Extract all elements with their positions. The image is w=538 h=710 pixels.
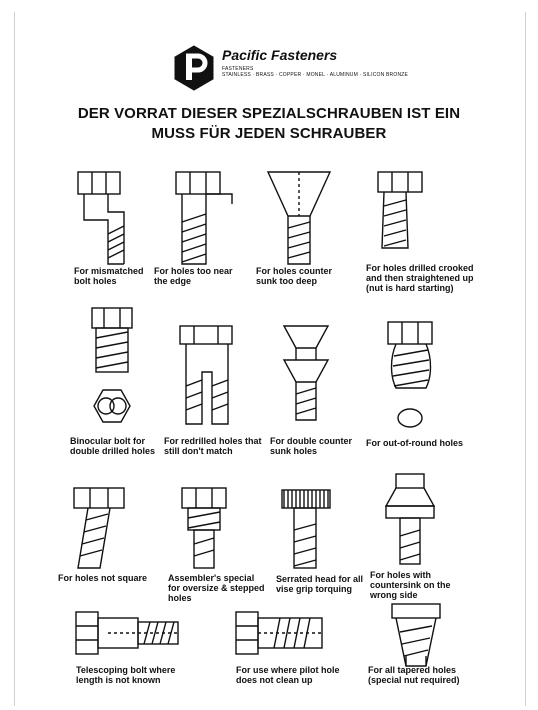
crooked-hole-bolt-drawing — [378, 172, 422, 248]
telescoping-bolt-drawing — [76, 612, 178, 654]
caption-holes-near-edge: For holes too near the edge — [154, 266, 233, 286]
binocular-bolt-drawing — [92, 308, 132, 422]
caption-out-of-round: For out-of-round holes — [366, 438, 463, 448]
headline-line-2: MUSS FÜR JEDEN SCHRAUBER — [151, 125, 387, 142]
redrilled-bolt-drawing — [180, 326, 232, 424]
tapered-hole-bolt-drawing — [392, 604, 440, 666]
caption-tapered-holes: For all tapered holes (special nut required) — [368, 665, 460, 685]
brand-subline-text: FASTENERS — [222, 66, 254, 72]
pilot-hole-bolt-drawing — [236, 612, 322, 654]
wrong-countersink-bolt-drawing — [386, 474, 434, 564]
brand-materials: STAINLESS · BRASS · COPPER · MONEL · ALUMINUM · SILICON BRONZE — [222, 72, 409, 78]
caption-serrated-head: Serrated head for all vise grip torquing — [276, 574, 364, 594]
near-edge-bolt-drawing — [176, 172, 232, 264]
caption-holes-not-square: For holes not square — [58, 573, 148, 583]
caption-telescoping-bolt: Telescoping bolt where length is not known — [76, 665, 176, 685]
caption-binocular-bolt: Binocular bolt for double drilled holes — [70, 436, 156, 456]
headline-line-1: DER VORRAT DIESER SPEZIALSCHRAUBEN IST EIN — [77, 105, 461, 122]
caption-redrilled-holes: For redrilled holes that still don't match — [164, 436, 262, 456]
caption-countersunk-too-deep: For holes counter sunk too deep — [256, 266, 333, 286]
double-countersunk-drawing — [284, 326, 328, 420]
caption-wrong-side-countersink: For holes with countersink on the wrong side — [370, 570, 451, 600]
serrated-head-bolt-drawing — [282, 490, 330, 568]
mismatched-bolt-drawing — [78, 172, 124, 264]
caption-crooked-holes: For holes drilled crooked and then straightened up (nut is hard starting) — [366, 263, 474, 293]
caption-pilot-hole: For use where pilot hole does not clean up — [236, 665, 340, 685]
caption-assemblers-special: Assembler's special for oversize & stepped holes — [168, 573, 265, 603]
caption-double-countersunk: For double counter sunk holes — [270, 436, 352, 456]
not-square-bolt-drawing — [74, 488, 124, 568]
stepped-hole-bolt-drawing — [182, 488, 226, 568]
caption-mismatched-bolt-holes: For mismatched bolt holes — [74, 266, 144, 286]
countersunk-deep-drawing — [268, 172, 330, 264]
out-of-round-bolt-drawing — [388, 322, 432, 427]
brand-name: Pacific Fasteners — [222, 47, 338, 63]
